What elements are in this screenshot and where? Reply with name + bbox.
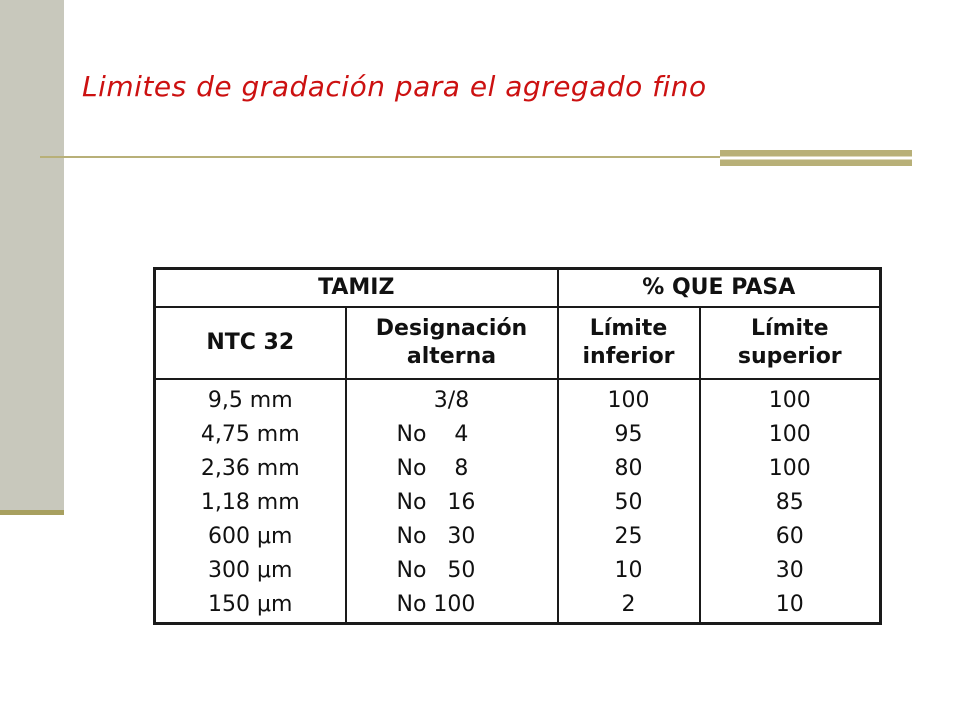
cell-ntc: 1,18 mm (155, 486, 346, 520)
cell-alt-designation (346, 520, 558, 554)
cell-lower-limit: 50 (558, 486, 700, 520)
gradation-limits-table (153, 267, 882, 625)
table-row (155, 486, 881, 520)
table-row (155, 554, 881, 588)
cell-lower-limit: 95 (558, 418, 700, 452)
header-alt-designation: Designación alterna (346, 307, 558, 379)
cell-lower-limit: 2 (558, 588, 700, 624)
alt-value: 3/8 (433, 388, 470, 413)
alt-value: No 50 (396, 558, 476, 583)
cell-ntc: 300 μm (155, 554, 346, 588)
cell-upper-limit: 100 (700, 379, 881, 418)
table-group-header-row (155, 269, 881, 308)
cell-lower-limit: 80 (558, 452, 700, 486)
header-lower-limit: Límite inferior (558, 307, 700, 379)
cell-lower-limit: 100 (558, 379, 700, 418)
alt-value: No 100 (396, 592, 476, 617)
slide-title: Limites de gradación para el agregado fino (82, 70, 707, 103)
cell-alt-designation (346, 554, 558, 588)
cell-upper-limit: 60 (700, 520, 881, 554)
cell-alt-designation (346, 486, 558, 520)
cell-upper-limit: 100 (700, 418, 881, 452)
left-sidebar-band (0, 0, 64, 512)
sidebar-accent-line (0, 510, 64, 515)
table-row (155, 452, 881, 486)
cell-alt-designation (346, 588, 558, 624)
cell-ntc: 150 μm (155, 588, 346, 624)
cell-alt-designation (346, 418, 558, 452)
header-tamiz: TAMIZ (155, 269, 558, 308)
header-upper-limit: Límite superior (700, 307, 881, 379)
alt-value: No 16 (396, 490, 476, 515)
alt-value: No 8 (396, 456, 469, 481)
table-row (155, 379, 881, 418)
cell-upper-limit: 85 (700, 486, 881, 520)
table-row (155, 520, 881, 554)
title-underline (40, 156, 720, 158)
cell-upper-limit: 30 (700, 554, 881, 588)
cell-alt-designation (346, 379, 558, 418)
cell-alt-designation (346, 452, 558, 486)
cell-lower-limit: 25 (558, 520, 700, 554)
cell-ntc: 2,36 mm (155, 452, 346, 486)
alt-value: No 30 (396, 524, 476, 549)
table-row (155, 588, 881, 624)
table-sub-header-row (155, 307, 881, 379)
cell-ntc: 9,5 mm (155, 379, 346, 418)
header-ntc32: NTC 32 (155, 307, 346, 379)
alt-value: No 4 (396, 422, 469, 447)
cell-lower-limit: 10 (558, 554, 700, 588)
cell-upper-limit: 10 (700, 588, 881, 624)
cell-upper-limit: 100 (700, 452, 881, 486)
cell-ntc: 600 μm (155, 520, 346, 554)
cell-ntc: 4,75 mm (155, 418, 346, 452)
header-percent-passing: % QUE PASA (558, 269, 881, 308)
table-row (155, 418, 881, 452)
title-underline-accent (720, 150, 912, 166)
